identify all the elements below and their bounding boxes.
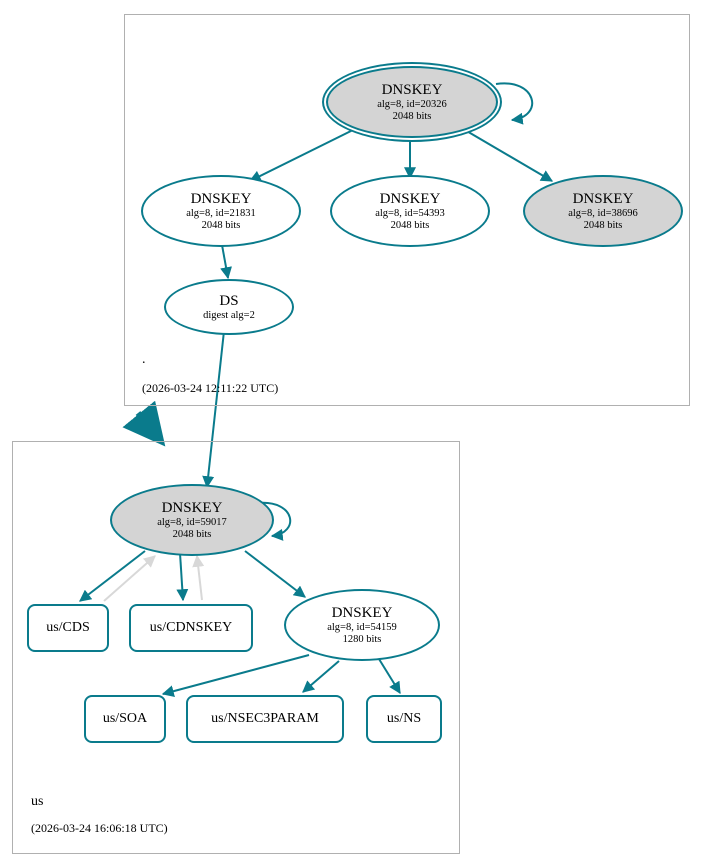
zone-timestamp-root: (2026-03-24 12:11:22 UTC): [142, 381, 279, 395]
node-dnskey-54159-alg: alg=8, id=54159: [327, 621, 397, 633]
node-dnskey-59017[interactable]: [110, 484, 274, 556]
node-ds-digest-2[interactable]: [164, 279, 294, 335]
node-dnskey-38696-size: 2048 bits: [583, 219, 623, 231]
node-dnskey-54159-title: DNSKEY: [331, 604, 393, 621]
node-dnskey-20326-title: DNSKEY: [381, 81, 443, 98]
node-ds-digest: digest alg=2: [203, 309, 255, 321]
node-rrset-us-cds[interactable]: [27, 604, 109, 652]
node-rrset-us-ns-label: us/NS: [386, 711, 422, 726]
node-dnskey-54393[interactable]: [330, 175, 490, 247]
node-rrset-us-nsec3param[interactable]: [186, 695, 344, 743]
node-dnskey-21831-alg: alg=8, id=21831: [186, 207, 256, 219]
node-dnskey-38696-alg: alg=8, id=38696: [568, 207, 638, 219]
node-dnskey-21831-size: 2048 bits: [201, 219, 241, 231]
node-dnskey-20326-size: 2048 bits: [392, 110, 432, 122]
node-dnskey-20326[interactable]: [326, 66, 498, 138]
node-rrset-us-cdnskey[interactable]: [129, 604, 253, 652]
node-dnskey-59017-title: DNSKEY: [161, 499, 223, 516]
node-rrset-us-ns[interactable]: [366, 695, 442, 743]
node-dnskey-38696-title: DNSKEY: [572, 190, 634, 207]
node-dnskey-59017-size: 2048 bits: [172, 528, 212, 540]
node-ds-title: DS: [219, 292, 239, 309]
node-dnskey-54393-alg: alg=8, id=54393: [375, 207, 445, 219]
node-dnskey-38696[interactable]: [523, 175, 683, 247]
zone-timestamp-us: (2026-03-24 16:06:18 UTC): [31, 821, 168, 835]
zone-label-root: .: [142, 352, 146, 367]
node-rrset-us-soa[interactable]: [84, 695, 166, 743]
node-dnskey-54159[interactable]: [284, 589, 440, 661]
node-dnskey-21831[interactable]: [141, 175, 301, 247]
node-rrset-us-cds-label: us/CDS: [46, 620, 90, 635]
node-rrset-us-cdnskey-label: us/CDNSKEY: [149, 620, 233, 635]
node-rrset-us-nsec3param-label: us/NSEC3PARAM: [211, 711, 319, 726]
node-dnskey-54393-size: 2048 bits: [390, 219, 430, 231]
edge-zone-delegation: [138, 413, 160, 440]
node-rrset-us-soa-label: us/SOA: [102, 711, 148, 726]
node-dnskey-59017-alg: alg=8, id=59017: [157, 516, 227, 528]
zone-label-us: us: [31, 794, 44, 809]
node-dnskey-54393-title: DNSKEY: [379, 190, 441, 207]
node-dnskey-54159-size: 1280 bits: [342, 633, 382, 645]
node-dnskey-21831-title: DNSKEY: [190, 190, 252, 207]
node-dnskey-20326-alg: alg=8, id=20326: [377, 98, 447, 110]
